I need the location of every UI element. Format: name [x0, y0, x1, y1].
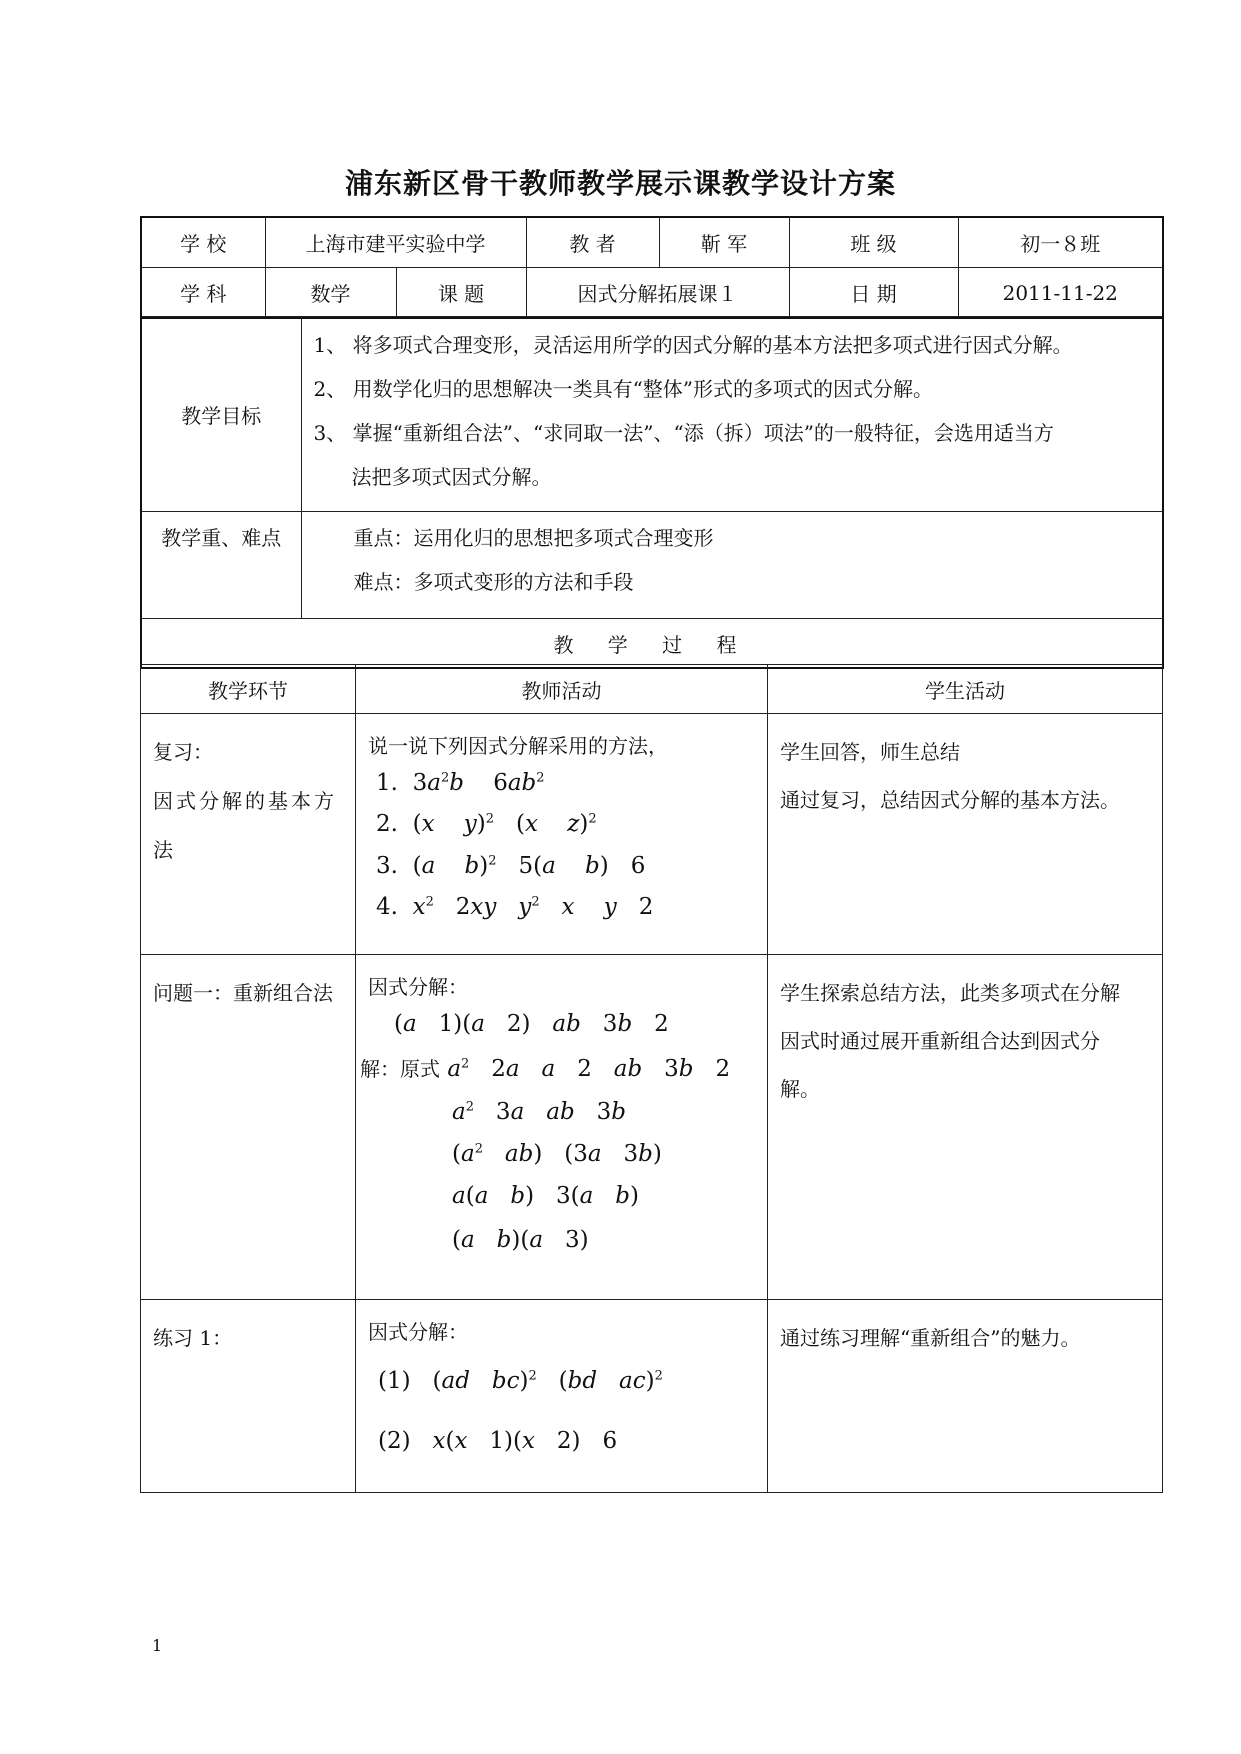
- col-stage: 教学环节: [141, 665, 356, 714]
- date-value: 2011-11-22: [958, 268, 1163, 319]
- student-cell: [768, 714, 1163, 955]
- goals-label: 教学目标: [141, 317, 301, 512]
- difficult-point: 难点：多项式变形的方法和手段: [353, 570, 634, 594]
- table-row: [141, 1300, 1163, 1493]
- solution-line-5: (a b)(a 3): [452, 1227, 589, 1253]
- goal-item-2: 2、 用数学化归的思想解决一类具有“整体”形式的多项式的因式分解。: [313, 377, 934, 401]
- teacher-cell: [356, 1300, 768, 1493]
- exercise-number: 3.: [376, 853, 398, 879]
- teacher-value: 靳 军: [659, 217, 789, 268]
- practice-1: (1) (ad bc)$^2$ (bd ac)$^2$: [378, 1368, 663, 1394]
- goal-item-3: 3、 掌握“重新组合法”、“求同取一法”、“添（拆）项法”的一般特征，会选用适当方: [313, 421, 1054, 445]
- solution-prefix: 解：原式: [360, 1057, 440, 1081]
- info-row-1: [141, 217, 1163, 268]
- student-line: 学生探索总结方法，此类多项式在分解: [780, 981, 1120, 1005]
- process-column-headers: [141, 665, 1163, 714]
- teacher-intro: 说一说下列因式分解采用的方法，: [368, 734, 668, 758]
- stage-cell: [141, 714, 356, 955]
- student-line: 学生回答，师生总结: [780, 740, 960, 764]
- school-value: 上海市建平实验中学: [265, 217, 526, 268]
- key-points-content: [301, 512, 1163, 619]
- col-student: 学生活动: [768, 665, 1163, 714]
- stage-line: 法: [153, 838, 173, 862]
- table-row: [141, 955, 1163, 1300]
- solution-line-1: 解：原式 $a^2$ 2a a 2 ab 3b 2: [360, 1056, 731, 1082]
- process-header: 教 学 过 程: [141, 619, 1163, 669]
- exercise-number: 1.: [376, 770, 398, 796]
- process-header-row: [141, 619, 1163, 669]
- class-value: 初一８班: [958, 217, 1163, 268]
- exercise-number: 2.: [376, 811, 398, 837]
- goals-content: [301, 317, 1163, 512]
- student-line: 因式时通过展开重新组合达到因式分: [780, 1029, 1100, 1053]
- process-table: [140, 664, 1163, 1493]
- problem-expression: (a 1)(a 2) ab 3b 2: [394, 1011, 669, 1037]
- exercise-3: 3. (a b)$^2$ 5(a b) 6: [376, 853, 646, 879]
- exercise-2: 2. (x y)$^2$ (x z)$^2$: [376, 811, 597, 837]
- teacher-label: 教 者: [526, 217, 659, 268]
- exercise-number: 4.: [376, 894, 398, 920]
- stage-line: 复习：: [153, 740, 213, 764]
- goals-row: [141, 317, 1163, 512]
- student-cell: [768, 955, 1163, 1300]
- student-line: 解。: [780, 1077, 820, 1101]
- goals-table: [140, 316, 1164, 669]
- student-cell: [768, 1300, 1163, 1493]
- table-row: [141, 714, 1163, 955]
- stage-cell: [141, 955, 356, 1300]
- stage-line: 问题一：重新组合法: [153, 981, 333, 1005]
- exercise-number: (2): [378, 1428, 411, 1454]
- key-points-row: [141, 512, 1163, 619]
- info-row-2: [141, 268, 1163, 319]
- exercise-number: (1): [378, 1368, 411, 1394]
- info-table: [140, 216, 1164, 319]
- teacher-cell: [356, 955, 768, 1300]
- subject-label: 学 科: [141, 268, 265, 319]
- teacher-cell: [356, 714, 768, 955]
- topic-label: 课 题: [396, 268, 526, 319]
- teacher-intro: 因式分解：: [368, 1320, 468, 1344]
- topic-value: 因式分解拓展课１: [526, 268, 789, 319]
- subject-value: 数学: [265, 268, 396, 319]
- stage-cell: [141, 1300, 356, 1493]
- exercise-4: 4. $x^2$ 2xy $y^2$ x y 2: [376, 894, 654, 920]
- student-line: 通过练习理解“重新组合”的魅力。: [780, 1326, 1081, 1350]
- stage-line: 因式分解的基本方: [153, 789, 337, 813]
- col-teacher: 教师活动: [356, 665, 768, 714]
- practice-2: (2) x(x 1)(x 2) 6: [378, 1428, 618, 1454]
- school-label: 学 校: [141, 217, 265, 268]
- solution-line-3: ($a^2$ ab) (3a 3b): [452, 1141, 662, 1167]
- solution-line-2: $a^2$ 3a ab 3b: [452, 1099, 626, 1125]
- stage-line: 练习 1：: [153, 1326, 233, 1350]
- goal-item-1: 1、 将多项式合理变形，灵活运用所学的因式分解的基本方法把多项式进行因式分解。: [313, 333, 1073, 357]
- key-points-label: 教学重、难点: [141, 512, 301, 619]
- solution-line-4: a(a b) 3(a b): [452, 1183, 639, 1209]
- document-title: 浦东新区骨干教师教学展示课教学设计方案: [344, 167, 896, 200]
- student-line: 通过复习，总结因式分解的基本方法。: [780, 788, 1120, 812]
- exercise-1: 1. $3a^2b$ $6ab^2$: [376, 770, 545, 796]
- teacher-intro: 因式分解：: [368, 975, 468, 999]
- date-label: 日 期: [789, 268, 958, 319]
- goal-item-3-cont: 法把多项式因式分解。: [351, 465, 552, 489]
- key-point: 重点：运用化归的思想把多项式合理变形: [353, 526, 714, 550]
- class-label: 班 级: [789, 217, 958, 268]
- page-number: 1: [152, 1636, 163, 1655]
